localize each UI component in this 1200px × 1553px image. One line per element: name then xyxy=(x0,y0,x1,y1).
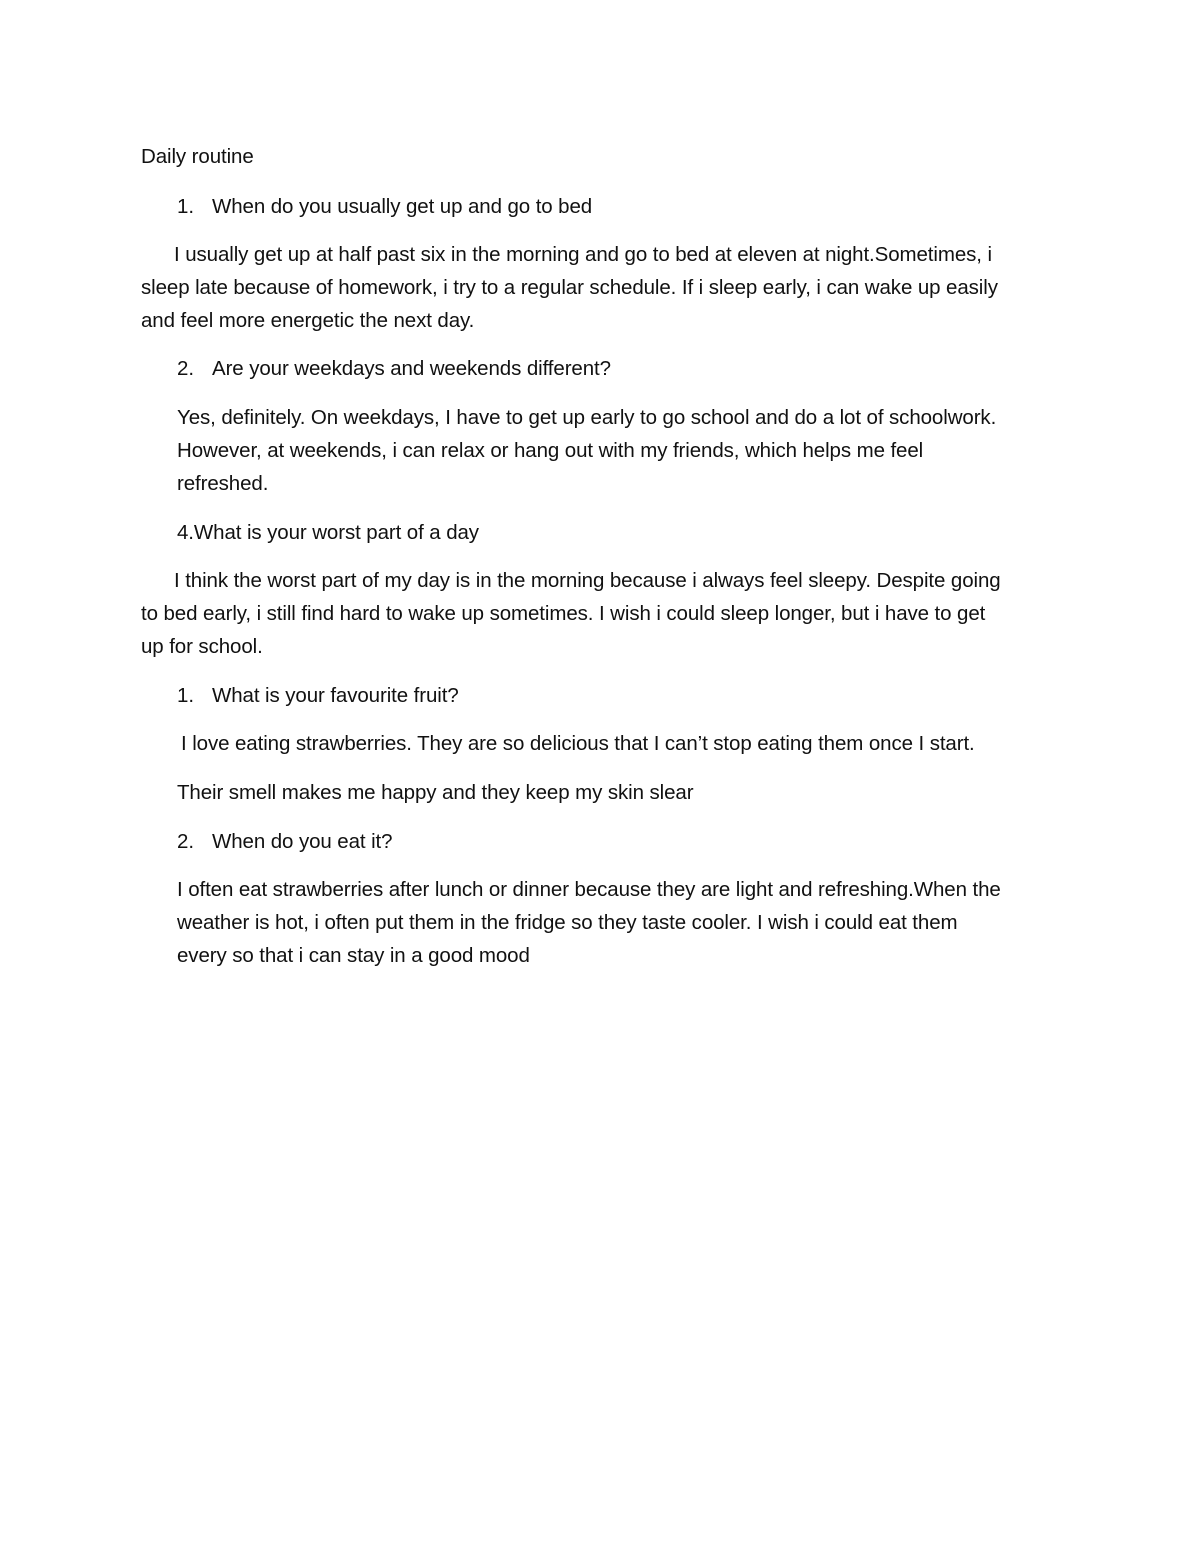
answer-line: and feel more energetic the next day. xyxy=(141,309,475,332)
answer-line: I usually get up at half past six in the morning and go to bed at eleven at night.Sometimes, i xyxy=(174,243,992,266)
question-number: 1. xyxy=(177,195,195,218)
question-number: 2. xyxy=(177,830,195,853)
question-number: 1. xyxy=(177,684,195,707)
answer-line: every so that i can stay in a good mood xyxy=(177,944,530,967)
answer-line: sleep late because of homework, i try to a regular schedule. If i sleep early, i can wake up easily xyxy=(141,276,998,299)
answer-line: However, at weekends, i can relax or hang out with my friends, which helps me feel xyxy=(177,439,924,462)
answer-line: I think the worst part of my day is in the morning because i always feel sleepy. Despite going xyxy=(174,569,1001,592)
answer-line: weather is hot, i often put them in the fridge so they taste cooler. I wish i could eat them xyxy=(177,911,958,934)
answer-line: I love eating strawberries. They are so delicious that I can’t stop eating them once I start. xyxy=(181,732,975,755)
question-text: When do you usually get up and go to bed xyxy=(212,195,593,218)
question-text: What is your favourite fruit? xyxy=(212,684,459,707)
question-text: Are your weekdays and weekends different? xyxy=(212,357,611,380)
answer-line: to bed early, i still find hard to wake up sometimes. I wish i could sleep longer, but i have to get xyxy=(141,602,986,625)
document-title: Daily routine xyxy=(141,145,254,168)
answer-line: up for school. xyxy=(141,635,263,658)
answer-line: Their smell makes me happy and they keep my skin slear xyxy=(177,781,694,804)
answer-line: refreshed. xyxy=(177,472,269,495)
question-number: 2. xyxy=(177,357,195,380)
answer-line: Yes, definitely. On weekdays, I have to get up early to go school and do a lot of schoolwork. xyxy=(177,406,997,429)
question-text: 4.What is your worst part of a day xyxy=(177,521,479,544)
question-text: When do you eat it? xyxy=(212,830,393,853)
answer-line: I often eat strawberries after lunch or dinner because they are light and refreshing.When the xyxy=(177,878,1001,901)
